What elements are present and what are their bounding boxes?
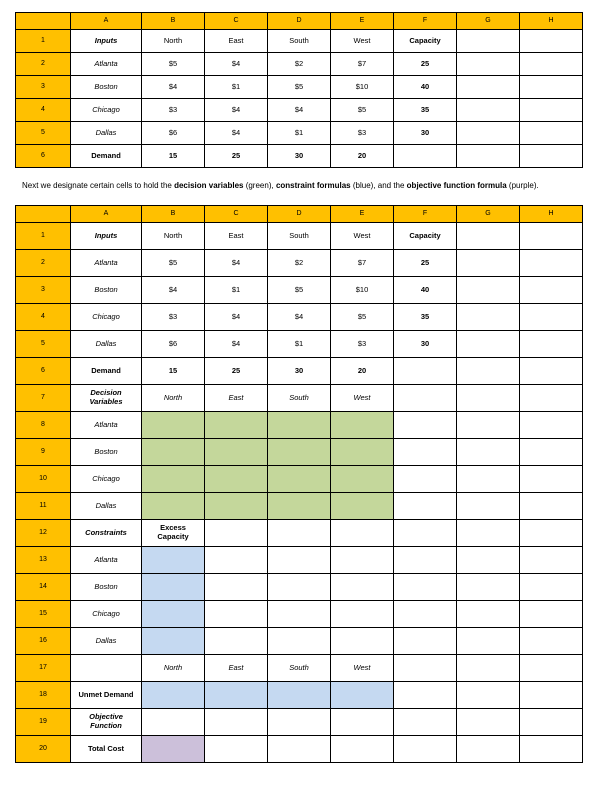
cell[interactable] bbox=[457, 493, 520, 520]
cell[interactable]: $1 bbox=[268, 122, 331, 145]
row-header[interactable]: 2 bbox=[16, 250, 71, 277]
column-header-row bbox=[16, 13, 583, 30]
cell[interactable]: 40 bbox=[394, 76, 457, 99]
cell[interactable]: 30 bbox=[268, 358, 331, 385]
cell[interactable] bbox=[457, 520, 520, 547]
note-text: Next we designate certain cells to hold the bbox=[22, 181, 175, 190]
cell[interactable]: $4 bbox=[205, 331, 268, 358]
cell[interactable] bbox=[520, 53, 583, 76]
cell[interactable]: Capacity bbox=[394, 30, 457, 53]
row-header[interactable]: 5 bbox=[16, 122, 71, 145]
row-header[interactable]: 9 bbox=[16, 439, 71, 466]
cell[interactable]: South bbox=[268, 223, 331, 250]
decision-variable-cell[interactable] bbox=[268, 466, 331, 493]
decision-variable-cell[interactable] bbox=[268, 412, 331, 439]
cell[interactable]: Decision Variables bbox=[71, 385, 142, 412]
cell[interactable]: 25 bbox=[394, 53, 457, 76]
column-header-a[interactable]: A bbox=[71, 13, 142, 30]
cell[interactable]: $10 bbox=[331, 277, 394, 304]
table-row bbox=[16, 331, 583, 358]
cell[interactable]: 25 bbox=[205, 358, 268, 385]
decision-variable-cell[interactable] bbox=[331, 439, 394, 466]
cell[interactable]: $3 bbox=[142, 304, 205, 331]
input-table bbox=[15, 12, 583, 168]
cell[interactable] bbox=[394, 655, 457, 682]
cell[interactable]: 35 bbox=[394, 99, 457, 122]
cell[interactable]: 30 bbox=[394, 122, 457, 145]
cell[interactable] bbox=[520, 628, 583, 655]
decision-variable-cell[interactable] bbox=[268, 439, 331, 466]
column-header-e[interactable]: E bbox=[331, 206, 394, 223]
note-text: (blue), and the bbox=[350, 181, 407, 190]
cell[interactable]: $4 bbox=[142, 277, 205, 304]
table-row bbox=[16, 99, 583, 122]
row-header[interactable]: 15 bbox=[16, 601, 71, 628]
cell[interactable] bbox=[457, 30, 520, 53]
cell[interactable]: South bbox=[268, 30, 331, 53]
table-row bbox=[16, 601, 583, 628]
cell[interactable]: Excess Capacity bbox=[142, 520, 205, 547]
constraint-formula-cell[interactable] bbox=[331, 682, 394, 709]
decision-variable-cell[interactable] bbox=[331, 412, 394, 439]
cell[interactable] bbox=[394, 385, 457, 412]
cell[interactable] bbox=[394, 574, 457, 601]
cell[interactable]: Chicago bbox=[71, 601, 142, 628]
cell[interactable]: $4 bbox=[205, 304, 268, 331]
cell[interactable]: Objective Function bbox=[71, 709, 142, 736]
decision-variable-cell[interactable] bbox=[331, 493, 394, 520]
cell[interactable]: $4 bbox=[205, 99, 268, 122]
column-header-row bbox=[16, 206, 583, 223]
cell[interactable] bbox=[268, 628, 331, 655]
constraint-formula-cell[interactable] bbox=[205, 682, 268, 709]
table-row bbox=[16, 709, 583, 736]
cell[interactable] bbox=[457, 277, 520, 304]
column-header-f[interactable]: F bbox=[394, 206, 457, 223]
cell[interactable] bbox=[205, 709, 268, 736]
cell[interactable] bbox=[520, 358, 583, 385]
cell[interactable] bbox=[520, 99, 583, 122]
table-row bbox=[16, 520, 583, 547]
cell[interactable] bbox=[142, 709, 205, 736]
column-header-d[interactable]: D bbox=[268, 206, 331, 223]
column-header-f[interactable]: F bbox=[394, 13, 457, 30]
cell[interactable]: $5 bbox=[268, 76, 331, 99]
row-header[interactable]: 12 bbox=[16, 520, 71, 547]
cell[interactable]: $4 bbox=[205, 53, 268, 76]
cell[interactable] bbox=[520, 601, 583, 628]
column-header-e[interactable]: E bbox=[331, 13, 394, 30]
cell[interactable]: $5 bbox=[331, 99, 394, 122]
cell[interactable] bbox=[331, 709, 394, 736]
table-row bbox=[16, 385, 583, 412]
cell[interactable] bbox=[520, 547, 583, 574]
cell[interactable] bbox=[520, 122, 583, 145]
model-table bbox=[15, 205, 583, 763]
cell[interactable] bbox=[520, 736, 583, 763]
cell[interactable] bbox=[71, 655, 142, 682]
row-header[interactable]: 1 bbox=[16, 30, 71, 53]
cell[interactable] bbox=[457, 655, 520, 682]
row-header[interactable]: 4 bbox=[16, 304, 71, 331]
note-constraint-formulas: constraint formulas bbox=[275, 181, 351, 190]
cell[interactable] bbox=[268, 520, 331, 547]
cell[interactable] bbox=[457, 466, 520, 493]
cell[interactable]: East bbox=[205, 223, 268, 250]
row-header[interactable]: 4 bbox=[16, 99, 71, 122]
row-header[interactable]: 8 bbox=[16, 412, 71, 439]
row-header[interactable]: 10 bbox=[16, 466, 71, 493]
decision-variable-cell[interactable] bbox=[205, 466, 268, 493]
cell[interactable]: $3 bbox=[142, 99, 205, 122]
cell[interactable] bbox=[205, 628, 268, 655]
cell[interactable] bbox=[520, 223, 583, 250]
cell[interactable]: 15 bbox=[142, 358, 205, 385]
cell[interactable] bbox=[331, 547, 394, 574]
cell[interactable] bbox=[520, 331, 583, 358]
cell[interactable]: 20 bbox=[331, 358, 394, 385]
explanation-note bbox=[22, 181, 597, 190]
table-row bbox=[16, 493, 583, 520]
cell[interactable] bbox=[520, 439, 583, 466]
cell[interactable] bbox=[394, 145, 457, 168]
column-header-d[interactable]: D bbox=[268, 13, 331, 30]
constraint-formula-cell[interactable] bbox=[142, 547, 205, 574]
cell[interactable]: Demand bbox=[71, 145, 142, 168]
column-header-g[interactable]: G bbox=[457, 13, 520, 30]
cell[interactable] bbox=[520, 250, 583, 277]
cell[interactable]: 15 bbox=[142, 145, 205, 168]
row-header[interactable]: 3 bbox=[16, 277, 71, 304]
table-row bbox=[16, 304, 583, 331]
row-header[interactable]: 11 bbox=[16, 493, 71, 520]
cell[interactable] bbox=[457, 145, 520, 168]
row-header[interactable]: 13 bbox=[16, 547, 71, 574]
cell[interactable]: $1 bbox=[205, 76, 268, 99]
row-header[interactable]: 7 bbox=[16, 385, 71, 412]
note-text: (green), bbox=[243, 181, 276, 190]
cell[interactable]: Atlanta bbox=[71, 412, 142, 439]
cell[interactable] bbox=[520, 412, 583, 439]
cell[interactable] bbox=[205, 736, 268, 763]
cell[interactable]: 30 bbox=[268, 145, 331, 168]
cell[interactable]: $4 bbox=[205, 250, 268, 277]
row-header[interactable]: 3 bbox=[16, 76, 71, 99]
cell[interactable]: $4 bbox=[268, 99, 331, 122]
cell[interactable]: West bbox=[331, 223, 394, 250]
cell[interactable]: West bbox=[331, 30, 394, 53]
cell[interactable] bbox=[394, 736, 457, 763]
cell[interactable]: Demand bbox=[71, 358, 142, 385]
cell[interactable]: West bbox=[331, 385, 394, 412]
cell[interactable]: East bbox=[205, 30, 268, 53]
table-row bbox=[16, 30, 583, 53]
table-row bbox=[16, 547, 583, 574]
corner-cell[interactable] bbox=[16, 13, 71, 30]
cell[interactable] bbox=[457, 99, 520, 122]
table-row bbox=[16, 122, 583, 145]
table-row bbox=[16, 466, 583, 493]
constraint-formula-cell[interactable] bbox=[268, 682, 331, 709]
cell[interactable]: $4 bbox=[268, 304, 331, 331]
table-row bbox=[16, 76, 583, 99]
table-row bbox=[16, 736, 583, 763]
row-header[interactable]: 5 bbox=[16, 331, 71, 358]
cell[interactable] bbox=[205, 601, 268, 628]
row-header[interactable]: 6 bbox=[16, 358, 71, 385]
cell[interactable]: Boston bbox=[71, 439, 142, 466]
row-header[interactable]: 2 bbox=[16, 53, 71, 76]
column-header-h[interactable]: H bbox=[520, 206, 583, 223]
constraint-formula-cell[interactable] bbox=[142, 574, 205, 601]
cell[interactable] bbox=[394, 709, 457, 736]
decision-variable-cell[interactable] bbox=[142, 466, 205, 493]
cell[interactable] bbox=[520, 493, 583, 520]
cell[interactable] bbox=[520, 304, 583, 331]
cell[interactable] bbox=[331, 574, 394, 601]
cell[interactable] bbox=[520, 385, 583, 412]
cell[interactable]: $1 bbox=[268, 331, 331, 358]
table-row bbox=[16, 145, 583, 168]
note-decision-variables: decision variables bbox=[174, 181, 244, 190]
row-header[interactable]: 20 bbox=[16, 736, 71, 763]
cell[interactable]: Dallas bbox=[71, 493, 142, 520]
cell[interactable]: Dallas bbox=[71, 331, 142, 358]
cell[interactable]: North bbox=[142, 385, 205, 412]
constraint-formula-cell[interactable] bbox=[142, 628, 205, 655]
decision-variable-cell[interactable] bbox=[205, 439, 268, 466]
cell[interactable] bbox=[394, 493, 457, 520]
cell[interactable] bbox=[268, 736, 331, 763]
cell[interactable]: $6 bbox=[142, 331, 205, 358]
cell[interactable] bbox=[331, 601, 394, 628]
cell[interactable] bbox=[394, 601, 457, 628]
decision-variable-cell[interactable] bbox=[205, 493, 268, 520]
cell[interactable] bbox=[457, 385, 520, 412]
cell[interactable]: North bbox=[142, 223, 205, 250]
cell[interactable] bbox=[520, 30, 583, 53]
row-header[interactable]: 17 bbox=[16, 655, 71, 682]
cell[interactable] bbox=[520, 277, 583, 304]
cell[interactable] bbox=[457, 736, 520, 763]
cell[interactable] bbox=[457, 250, 520, 277]
cell[interactable]: $5 bbox=[142, 250, 205, 277]
cell[interactable]: Chicago bbox=[71, 466, 142, 493]
cell[interactable] bbox=[394, 358, 457, 385]
table-row bbox=[16, 682, 583, 709]
cell[interactable] bbox=[520, 682, 583, 709]
cell[interactable]: Boston bbox=[71, 76, 142, 99]
cell[interactable] bbox=[205, 520, 268, 547]
cell[interactable] bbox=[268, 574, 331, 601]
row-header[interactable]: 19 bbox=[16, 709, 71, 736]
decision-variable-cell[interactable] bbox=[331, 466, 394, 493]
cell[interactable]: $2 bbox=[268, 250, 331, 277]
row-header[interactable]: 16 bbox=[16, 628, 71, 655]
cell[interactable] bbox=[520, 574, 583, 601]
cell[interactable] bbox=[457, 331, 520, 358]
cell[interactable]: Dallas bbox=[71, 628, 142, 655]
cell[interactable] bbox=[457, 358, 520, 385]
constraint-formula-cell[interactable] bbox=[142, 601, 205, 628]
cell[interactable]: $4 bbox=[205, 122, 268, 145]
cell[interactable]: 25 bbox=[394, 250, 457, 277]
cell[interactable]: North bbox=[142, 655, 205, 682]
table-row bbox=[16, 574, 583, 601]
table-row bbox=[16, 412, 583, 439]
cell[interactable]: South bbox=[268, 655, 331, 682]
row-header[interactable]: 18 bbox=[16, 682, 71, 709]
cell[interactable] bbox=[394, 412, 457, 439]
cell[interactable] bbox=[331, 520, 394, 547]
cell[interactable]: 25 bbox=[205, 145, 268, 168]
cell[interactable]: 40 bbox=[394, 277, 457, 304]
cell[interactable]: South bbox=[268, 385, 331, 412]
cell[interactable] bbox=[268, 601, 331, 628]
cell[interactable]: Atlanta bbox=[71, 53, 142, 76]
table-row bbox=[16, 358, 583, 385]
cell[interactable] bbox=[331, 736, 394, 763]
cell[interactable] bbox=[331, 628, 394, 655]
row-header[interactable]: 6 bbox=[16, 145, 71, 168]
cell[interactable]: Capacity bbox=[394, 223, 457, 250]
cell[interactable] bbox=[457, 709, 520, 736]
cell[interactable] bbox=[268, 547, 331, 574]
cell[interactable]: $7 bbox=[331, 53, 394, 76]
decision-variable-cell[interactable] bbox=[142, 439, 205, 466]
cell[interactable] bbox=[457, 223, 520, 250]
column-header-c[interactable]: C bbox=[205, 13, 268, 30]
cell[interactable] bbox=[394, 520, 457, 547]
cell[interactable] bbox=[520, 520, 583, 547]
column-header-b[interactable]: B bbox=[142, 206, 205, 223]
cell[interactable] bbox=[394, 547, 457, 574]
cell[interactable]: $5 bbox=[142, 53, 205, 76]
table-row bbox=[16, 223, 583, 250]
cell[interactable]: Unmet Demand bbox=[71, 682, 142, 709]
column-header-c[interactable]: C bbox=[205, 206, 268, 223]
constraint-formula-cell[interactable] bbox=[142, 682, 205, 709]
cell[interactable]: Boston bbox=[71, 574, 142, 601]
cell[interactable] bbox=[394, 439, 457, 466]
table-row bbox=[16, 439, 583, 466]
cell[interactable]: Chicago bbox=[71, 99, 142, 122]
cell[interactable] bbox=[205, 574, 268, 601]
table-row bbox=[16, 250, 583, 277]
cell[interactable]: Boston bbox=[71, 277, 142, 304]
cell[interactable] bbox=[520, 655, 583, 682]
cell[interactable] bbox=[457, 122, 520, 145]
cell[interactable] bbox=[205, 547, 268, 574]
cell[interactable]: 30 bbox=[394, 331, 457, 358]
decision-variable-cell[interactable] bbox=[268, 493, 331, 520]
cell[interactable]: Inputs bbox=[71, 223, 142, 250]
cell[interactable]: East bbox=[205, 655, 268, 682]
cell[interactable] bbox=[457, 76, 520, 99]
cell[interactable]: East bbox=[205, 385, 268, 412]
cell[interactable]: Constraints bbox=[71, 520, 142, 547]
cell[interactable]: $3 bbox=[331, 331, 394, 358]
cell[interactable] bbox=[457, 574, 520, 601]
note-objective-function-formula: objective function formula bbox=[406, 181, 507, 190]
column-header-b[interactable]: B bbox=[142, 13, 205, 30]
cell[interactable]: Inputs bbox=[71, 30, 142, 53]
table-row bbox=[16, 655, 583, 682]
cell[interactable] bbox=[520, 76, 583, 99]
cell[interactable]: $2 bbox=[268, 53, 331, 76]
cell[interactable] bbox=[457, 547, 520, 574]
cell[interactable]: Total Cost bbox=[71, 736, 142, 763]
cell[interactable]: Dallas bbox=[71, 122, 142, 145]
corner-cell[interactable] bbox=[16, 206, 71, 223]
cell[interactable]: $5 bbox=[331, 304, 394, 331]
cell[interactable] bbox=[268, 709, 331, 736]
row-header[interactable]: 14 bbox=[16, 574, 71, 601]
cell[interactable]: Chicago bbox=[71, 304, 142, 331]
column-header-a[interactable]: A bbox=[71, 206, 142, 223]
cell[interactable] bbox=[457, 412, 520, 439]
note-text: (purple). bbox=[506, 181, 539, 190]
cell[interactable]: $5 bbox=[268, 277, 331, 304]
column-header-g[interactable]: G bbox=[457, 206, 520, 223]
cell[interactable]: 35 bbox=[394, 304, 457, 331]
objective-function-cell[interactable] bbox=[142, 736, 205, 763]
cell[interactable]: 20 bbox=[331, 145, 394, 168]
row-header[interactable]: 1 bbox=[16, 223, 71, 250]
cell[interactable] bbox=[457, 628, 520, 655]
cell[interactable]: West bbox=[331, 655, 394, 682]
cell[interactable]: $3 bbox=[331, 122, 394, 145]
decision-variable-cell[interactable] bbox=[142, 493, 205, 520]
column-header-h[interactable]: H bbox=[520, 13, 583, 30]
cell[interactable] bbox=[457, 601, 520, 628]
cell[interactable]: $7 bbox=[331, 250, 394, 277]
table-row bbox=[16, 53, 583, 76]
cell[interactable]: $1 bbox=[205, 277, 268, 304]
cell[interactable]: North bbox=[142, 30, 205, 53]
decision-variable-cell[interactable] bbox=[205, 412, 268, 439]
decision-variable-cell[interactable] bbox=[142, 412, 205, 439]
cell[interactable] bbox=[520, 709, 583, 736]
cell[interactable]: $4 bbox=[142, 76, 205, 99]
cell[interactable] bbox=[457, 682, 520, 709]
table-row bbox=[16, 628, 583, 655]
cell[interactable] bbox=[457, 53, 520, 76]
cell[interactable] bbox=[457, 439, 520, 466]
cell[interactable] bbox=[394, 628, 457, 655]
cell[interactable]: $6 bbox=[142, 122, 205, 145]
cell[interactable] bbox=[394, 466, 457, 493]
cell[interactable]: Atlanta bbox=[71, 250, 142, 277]
cell[interactable]: $10 bbox=[331, 76, 394, 99]
cell[interactable] bbox=[520, 466, 583, 493]
cell[interactable] bbox=[394, 682, 457, 709]
table-row bbox=[16, 277, 583, 304]
cell[interactable] bbox=[520, 145, 583, 168]
cell[interactable] bbox=[457, 304, 520, 331]
cell[interactable]: Atlanta bbox=[71, 547, 142, 574]
